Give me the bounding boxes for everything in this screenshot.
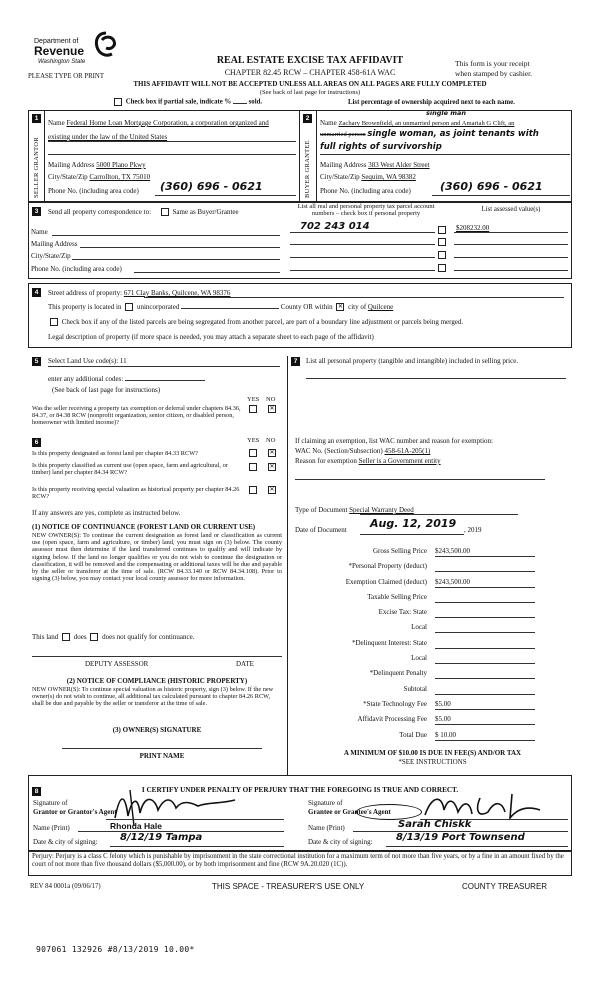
grantee-date-label: Date & city of signing:	[308, 838, 373, 846]
cashier-stamp: 907061 132926 #8/13/2019 10.00*	[36, 945, 195, 954]
s6-yes: YES	[247, 437, 260, 444]
fee-row-label: Exemption Claimed (deduct)	[345, 577, 427, 586]
s3-name-label: Name	[31, 228, 48, 236]
historic-question: Is this property receiving special valuation as historical property per chapter 84.26 RCW?	[32, 486, 240, 501]
fee-row-value[interactable]	[435, 685, 535, 695]
s6-no: NO	[266, 437, 276, 444]
grantee-sig-label-2: Grantee or Grantee's Agent	[308, 808, 391, 816]
forest-no-checkbox[interactable]: ✕	[269, 450, 275, 456]
fee-row-value[interactable]	[435, 639, 535, 649]
dor-logo	[30, 30, 125, 70]
fee-row	[295, 606, 570, 621]
compliance-body: NEW OWNER(S): To continue special valuation as historic property, sign (3) below. If the new owner(s) do not wish to continue, all additional tax calculated pursuant to chapter 84.26 RCW, shall be due and payable by the seller or transferor at the time of sale.	[32, 686, 274, 708]
fee-row-value[interactable]	[435, 608, 535, 618]
fee-row	[295, 591, 570, 606]
grantor-sig-label-2: Grantor or Grantor's Agent	[33, 808, 117, 816]
current-use-no-checkbox[interactable]: ✕	[269, 464, 275, 470]
parcel-header: List all real and personal property tax parcel account numbers – check box if personal property	[297, 203, 435, 218]
same-as-buyer-label: Same as Buyer/Grantee	[172, 208, 239, 216]
seller-name-label: Name	[48, 119, 65, 127]
buyer-name-hand-2[interactable]: single woman, as joint tenants with	[367, 129, 539, 139]
city-value[interactable]: Quilcene	[367, 303, 394, 311]
buyer-phone-label: Phone No. (including area code)	[320, 187, 411, 195]
fee-row	[295, 729, 570, 744]
segregated-checkbox[interactable]	[50, 318, 58, 326]
buyer-name-label: Name	[320, 119, 337, 127]
form-rev: REV 84 0001a (09/06/17)	[30, 883, 101, 890]
fee-row-value[interactable]: $5.00	[435, 700, 535, 710]
does-not-label: does not	[102, 633, 126, 641]
grantee-name-label: Name (Print)	[308, 824, 345, 832]
land-use-value[interactable]: 11	[119, 357, 127, 365]
grantor-date-value[interactable]: 8/12/19 Tampa	[120, 832, 203, 843]
this-land-row	[32, 633, 194, 641]
legal-label: Legal description of property (if more space is needed, you may attach a separate sheet to each page of the affidavit)	[48, 333, 374, 341]
buyer-name-line-2	[320, 130, 570, 140]
seller-phone-value[interactable]: (360) 696 - 0621	[160, 180, 263, 193]
buyer-mailing-value[interactable]: 383 West Alder Street	[368, 161, 430, 169]
fee-row	[295, 713, 570, 728]
dept-line1: Department of	[34, 38, 79, 45]
section-3-number: 3	[32, 207, 41, 216]
doc-date-label: Date of Document	[295, 526, 347, 534]
seller-phone-label: Phone No. (including area code)	[48, 187, 139, 195]
parcel-value[interactable]: 702 243 014	[300, 221, 370, 232]
certify-text: I CERTIFY UNDER PENALTY OF PERJURY THAT THE FOREGOING IS TRUE AND CORRECT.	[141, 786, 459, 794]
section-7-number: 7	[291, 357, 300, 366]
street-label: Street address of property:	[48, 289, 123, 297]
grantor-sig-label-1: Signature of	[33, 799, 68, 807]
fee-row	[295, 637, 570, 652]
partial-sale-sold: sold.	[248, 98, 263, 106]
fee-row	[295, 667, 570, 682]
buyer-name-value[interactable]: Zachary Brownfield, an unmarried person and Amariah G Clift, an	[338, 120, 515, 127]
section-6-number: 6	[32, 438, 41, 447]
ownership-note: List percentage of ownership acquired next to each name.	[348, 99, 515, 106]
seller-mailing-value[interactable]: 5000 Plano Pkwy	[96, 161, 146, 169]
fee-row-label: Local	[411, 623, 427, 632]
fee-row-label: Taxable Selling Price	[367, 592, 427, 601]
doc-type-row	[295, 506, 414, 514]
seller-mailing-label: Mailing Address	[48, 161, 95, 169]
same-as-buyer-checkbox[interactable]	[161, 208, 169, 216]
buyer-mailing-row	[320, 161, 430, 169]
s5-see-back: (See back of last page for instructions)	[52, 386, 161, 394]
buyer-grantee-label: BUYER GRANTEE	[304, 140, 311, 198]
fee-row	[295, 652, 570, 667]
dept-line3: Washington State	[38, 59, 86, 65]
please-type: PLEASE TYPE OR PRINT	[28, 73, 104, 80]
seller-name-value[interactable]: Federal Home Loan Mortgage Corporation, a corporation organized and	[66, 119, 269, 127]
fee-row-value[interactable]	[435, 593, 535, 603]
form-chapter: CHAPTER 82.45 RCW – CHAPTER 458-61A WAC	[224, 68, 396, 77]
send-correspondence-row	[48, 208, 239, 216]
parcel-4-checkbox[interactable]	[438, 264, 446, 272]
buyer-phone-row	[320, 187, 411, 195]
s5-yes: YES	[247, 396, 260, 403]
segregated-label: Check box if any of the listed parcels are being segregated from another parcel, are part of a boundary line adjustment or parcels being merged.	[61, 318, 464, 326]
additional-codes-label: enter any additional codes:	[48, 375, 124, 383]
wac-row	[295, 447, 430, 455]
fee-row-label: Gross Selling Price	[372, 547, 427, 555]
date-label: DATE	[236, 660, 254, 668]
s3-mailing-label: Mailing Address	[31, 240, 78, 248]
exemption-claim-label: If claiming an exemption, list WAC number and reason for exemption:	[295, 437, 493, 445]
reason-value[interactable]: Seller is a Government entity	[358, 457, 441, 465]
fee-row-label: *Delinquent Interest: State	[351, 638, 427, 647]
send-correspondence-label: Send all property correspondence to:	[48, 208, 152, 216]
fee-row-label: *Delinquent Penalty	[369, 669, 427, 678]
qualify-label: qualify for continuance.	[127, 633, 195, 641]
seller-phone-row	[48, 187, 139, 195]
forest-question: Is this property designated as forest land per chapter 84.33 RCW?	[32, 450, 198, 457]
fee-row-value[interactable]: $5.00	[435, 715, 535, 725]
fee-row	[295, 576, 570, 591]
buyer-name-strike: unmarried person	[320, 131, 366, 138]
compliance-title: (2) NOTICE OF COMPLIANCE (HISTORIC PROPERTY)	[66, 677, 248, 685]
fee-row-label: Affidavit Processing Fee	[357, 715, 427, 724]
does-checkbox[interactable]	[62, 633, 70, 641]
doc-date-hand[interactable]: Aug. 12, 2019	[370, 517, 457, 530]
grantee-date-value[interactable]: 8/13/19 Port Townsend	[396, 832, 525, 843]
city-of-label: city of	[348, 303, 367, 311]
section-1-number: 1	[32, 114, 41, 123]
fee-row-label: *Personal Property (deduct)	[348, 562, 427, 571]
grantee-agent-circle	[356, 804, 422, 820]
answers-yes-note: If any answers are yes, complete as instructed below.	[32, 509, 181, 517]
receipt-note-2: when stamped by cashier.	[455, 69, 533, 78]
fees-table	[295, 545, 570, 744]
segregated-row	[48, 318, 463, 326]
current-use-question: Is this property classified as current use (open space, farm and agricultural, or timber) land per chapter 84.34 RCW?	[32, 462, 228, 477]
fee-row-value[interactable]: $ 10.00	[435, 731, 535, 741]
fee-row-label: *State Technology Fee	[363, 699, 427, 708]
fee-row	[295, 621, 570, 636]
s3-phone-label: Phone No. (including area code)	[31, 265, 122, 273]
fee-row-value[interactable]	[435, 623, 535, 633]
fee-row-value[interactable]: $243,500.00	[435, 547, 535, 557]
grantee-sig-label-1: Signature of	[308, 799, 343, 807]
land-use-label: Select Land Use code(s):	[48, 357, 119, 365]
fee-row-value[interactable]	[435, 654, 535, 664]
seller-city-label: City/State/Zip	[48, 173, 88, 181]
wac-label: WAC No. (Section/Subsection)	[295, 447, 383, 455]
located-row	[48, 303, 448, 311]
print-name-label: PRINT NAME	[139, 752, 185, 760]
buyer-name-row	[320, 119, 570, 128]
fee-row-value[interactable]	[435, 669, 535, 679]
wac-value[interactable]: 458-61A-205(1)	[384, 447, 431, 455]
reason-label: Reason for exemption	[295, 457, 357, 465]
partial-sale-row	[112, 98, 262, 106]
treasurer-space: THIS SPACE - TREASURER'S USE ONLY	[212, 882, 365, 891]
seller-mailing-row	[48, 161, 146, 169]
historic-yes-checkbox[interactable]	[249, 486, 257, 494]
form-title: REAL ESTATE EXCISE TAX AFFIDAVIT	[216, 55, 404, 66]
doc-date-year: , 2019	[464, 526, 482, 534]
deputy-assessor-label: DEPUTY ASSESSOR	[85, 660, 149, 668]
section-4-number: 4	[32, 288, 41, 297]
fee-row	[295, 545, 570, 560]
partial-sale-checkbox[interactable]	[114, 98, 122, 106]
city-of-checkbox[interactable]: ✕	[337, 304, 343, 311]
does-not-checkbox[interactable]	[90, 633, 98, 641]
street-row	[48, 289, 230, 297]
forest-yes-checkbox[interactable]	[249, 449, 257, 457]
fee-row-label: Subtotal	[403, 684, 427, 693]
buyer-mailing-label: Mailing Address	[320, 161, 367, 169]
buyer-name-hand-3[interactable]: full rights of survivorship	[320, 142, 442, 152]
unincorporated-checkbox[interactable]	[125, 303, 133, 311]
current-use-yes-checkbox[interactable]	[249, 463, 257, 471]
seller-city-row	[48, 173, 150, 181]
exemption-no-checkbox[interactable]: ✕	[269, 406, 275, 412]
section-5-number: 5	[32, 357, 41, 366]
grantor-name-value[interactable]: Rhonda Hale	[110, 821, 162, 831]
dor-swirl-icon	[92, 30, 120, 60]
see-instructions: *SEE INSTRUCTIONS	[398, 758, 467, 766]
parcel-3-checkbox[interactable]	[438, 251, 446, 259]
minimum-note: A MINIMUM OF $10.00 IS DUE IN FEE(S) AND/OR TAX	[343, 749, 522, 757]
assessed-value[interactable]: $208232.00	[456, 224, 490, 232]
partial-sale-label: Check box if partial sale, indicate %	[125, 98, 232, 106]
buyer-city-row	[320, 173, 416, 181]
exemption-yes-checkbox[interactable]	[249, 405, 257, 413]
doc-type-label: Type of Document	[295, 506, 348, 514]
located-label: This property is located in	[48, 303, 122, 311]
historic-no-checkbox[interactable]: ✕	[269, 487, 275, 493]
buyer-city-label: City/State/Zip	[320, 173, 360, 181]
assessed-header: List assessed value(s)	[481, 206, 541, 213]
owner-signature-title: (3) OWNER(S) SIGNATURE	[112, 726, 202, 734]
exemption-question: Was the seller receiving a property tax exemption or deferral under chapters 84.36, 84.37, or 84.38 RCW (nonprofit organization, senior citizen, or disabled person, homeowner with limited income)?	[32, 405, 241, 427]
seller-grantor-label: SELLER GRANTOR	[33, 137, 40, 198]
form-see-back: (See back of last page for instructions)	[259, 89, 361, 96]
form-warning: THIS AFFIDAVIT WILL NOT BE ACCEPTED UNLESS ALL AREAS ON ALL PAGES ARE FULLY COMPLETED	[133, 80, 487, 88]
street-value[interactable]: 671 Clay Banks, Quilcene, WA 98376	[123, 289, 231, 297]
county-treasurer: COUNTY TREASURER	[462, 882, 548, 891]
seller-name-value-2[interactable]: existing under the law of the United States	[48, 133, 168, 141]
fee-row-label: Local	[411, 654, 427, 663]
seller-name-row	[48, 119, 296, 127]
buyer-phone-value[interactable]: (360) 696 - 0621	[440, 180, 543, 193]
additional-codes	[48, 375, 205, 383]
s3-city-label: City/State/Zip	[31, 252, 71, 260]
section-8-number: 8	[32, 787, 41, 796]
seller-city-value[interactable]: Carrollton, TX 75010	[89, 173, 151, 181]
unincorporated-label: unincorporated	[136, 303, 180, 311]
doc-type-value[interactable]: Special Warranty Deed	[349, 506, 414, 514]
grantor-date-label: Date & city of signing:	[33, 838, 98, 846]
personal-property-label: List all personal property (tangible and intangible) included in selling price.	[306, 357, 519, 365]
land-use-row	[48, 357, 127, 365]
buyer-city-value[interactable]: Sequim, WA 98382	[361, 173, 416, 181]
county-label: County OR within	[280, 303, 333, 311]
parcel-1-checkbox[interactable]	[438, 226, 446, 234]
continuance-title: (1) NOTICE OF CONTINUANCE (FOREST LAND OR CURRENT USE)	[32, 523, 256, 531]
this-land-label: This land	[32, 633, 59, 641]
fee-row-label: Total Due	[399, 730, 427, 739]
continuance-body: NEW OWNER(S): To continue the current designation as forest land or classification as current use (open space, farm and agriculture, or timber) land, you must sign on (3) below. The county assessor must then determine if the land transferred continues to qualify and will indicate by signing below. If the land no longer qualifies or you do not wish to continue the designation or classification, it will be removed and the compensating or additional taxes will be due and payable by the seller or transferor at the time of sale. (RCW 84.33.140 or RCW 84.34.108). Prior to signing (3) below, you may contact your local county assessor for more information.	[32, 532, 282, 583]
fee-row	[295, 560, 570, 575]
fee-row-value[interactable]	[435, 562, 535, 572]
buyer-name-insert[interactable]: single man	[426, 109, 467, 117]
grantee-name-value[interactable]: Sarah Chiskk	[398, 819, 472, 830]
section-2-number: 2	[303, 114, 312, 123]
does-label: does	[73, 633, 87, 641]
fee-row	[295, 698, 570, 713]
receipt-note-1: This form is your receipt	[455, 59, 530, 68]
s5-no: NO	[266, 396, 276, 403]
perjury-text: Perjury: Perjury is a class C felony which is punishable by imprisonment in the state correctional institution for a maximum term of not more than five years, or by a fine in an amount fixed by the court of not more than five thousand dollars ($5,000.00), or by both imprisonment and fine (RCW 9A.20.020 (1C)).	[32, 853, 564, 868]
fee-row-label: Excise Tax: State	[378, 608, 427, 617]
fee-row	[295, 683, 570, 698]
parcel-2-checkbox[interactable]	[438, 238, 446, 246]
grantor-name-label: Name (Print)	[33, 824, 70, 832]
dept-line2: Revenue	[34, 44, 85, 58]
fee-row-value[interactable]: $243,500.00	[435, 578, 535, 588]
reason-row	[295, 457, 441, 465]
